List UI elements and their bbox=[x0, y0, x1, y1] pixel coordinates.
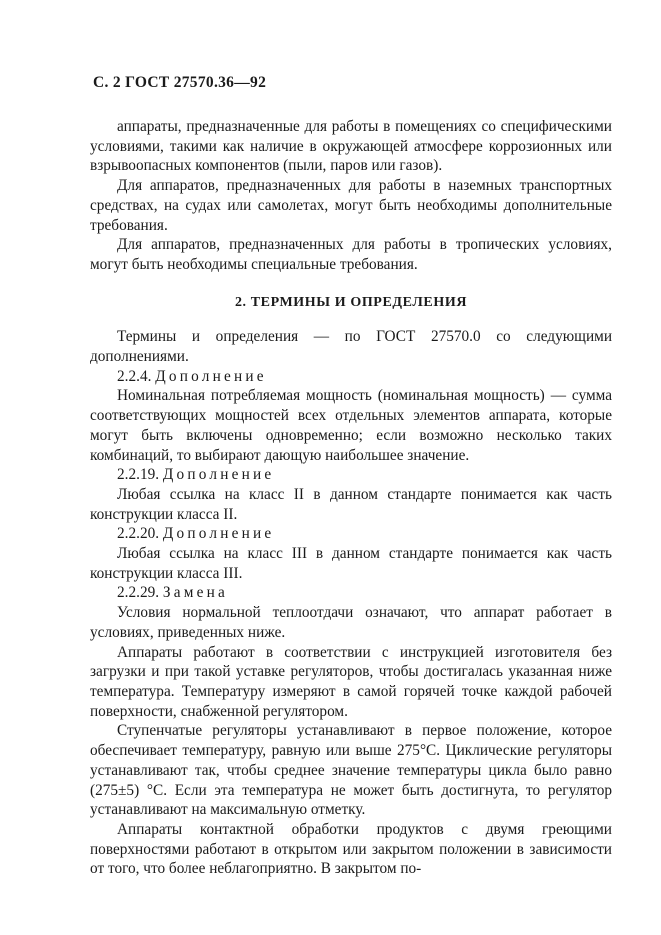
clause-2-2-29-paragraph-2: Аппараты работают в соответствии с инструкцией изготовителя без загрузки и при такой уставке регуляторов, чтобы достигалась указанная ниже температура. Температуру измеряют в самой горячей точке каждой рабочей поверхности, снабженной регулятором. bbox=[90, 643, 612, 720]
clause-2-2-19-text: Любая ссылка на класс II в данном стандарте понимается как часть конструкции класса II. bbox=[90, 485, 612, 523]
page-header: С. 2 ГОСТ 27570.36—92 bbox=[93, 74, 267, 91]
document-body bbox=[90, 117, 612, 879]
clause-number: 2.2.4. bbox=[117, 367, 152, 385]
clause-2-2-29-heading bbox=[90, 583, 612, 603]
clause-2-2-29-paragraph-1: Условия нормальной теплоотдачи означают, что аппарат работает в условиях, приведенных ниже. bbox=[90, 604, 612, 641]
clause-2-2-4-heading bbox=[90, 367, 612, 387]
clause-kind: Замена bbox=[162, 584, 229, 602]
clause-2-2-29-paragraph-4: Аппараты контактной обработки продуктов с двумя греющими поверхностями работают в открытом или закрытом положении в зависимости от того, что более неблагоприятно. В закрытом по- bbox=[90, 820, 612, 878]
clause-number: 2.2.20. bbox=[117, 525, 160, 543]
clause-2-2-20-text: Любая ссылка на класс III в данном стандарте понимается как часть конструкции класса III. bbox=[90, 545, 612, 582]
clause-2-2-4-text: Номинальная потребляемая мощность (номинальная мощность) — сумма соответствующих мощностей всех отдельных элементов аппарата, которые могут быть включены одновременно; если возможно несколько таких комбинаций, то выбирают дающую наибольшее значение. bbox=[90, 387, 612, 464]
clause-number: 2.2.29. bbox=[117, 584, 160, 602]
clause-2-2-29-paragraph-3: Ступенчатые регуляторы устанавливают в первое положение, которое обеспечивает температуру, равную или выше 275°С. Циклические регуляторы устанавливают так, чтобы среднее значение температуры цикла было равно (275±5) °С. Если эта температура не может быть достигнута, то регулятор устанавливают на максимальную отметку. bbox=[90, 722, 612, 819]
clause-kind: Дополнение bbox=[162, 466, 275, 484]
clause-kind: Дополнение bbox=[155, 367, 267, 385]
section-title: 2. ТЕРМИНЫ И ОПРЕДЕЛЕНИЯ bbox=[234, 294, 468, 310]
intro-paragraph-3: Для аппаратов, предназначенных для работы в тропических условиях, могут быть необходимы специальные требования. bbox=[90, 236, 612, 273]
clause-2-2-20-heading bbox=[90, 524, 612, 544]
clause-kind: Дополнение bbox=[162, 525, 275, 543]
intro-paragraph-1: аппараты, предназначенные для работы в помещениях со специфическими условиями, такими как наличие в окружающей атмосфере коррозионных или взрывоопасных компонентов (пыли, паров или газов). bbox=[90, 118, 612, 175]
clause-2-2-19-heading bbox=[90, 465, 612, 485]
clause-number: 2.2.19. bbox=[117, 466, 160, 484]
section-lead: Термины и определения — по ГОСТ 27570.0 со следующими дополнениями. bbox=[90, 328, 612, 366]
intro-paragraph-2: Для аппаратов, предназначенных для работы в наземных транспортных средствах, на судах или самолетах, могут быть необходимы дополнительные требования. bbox=[90, 177, 612, 234]
